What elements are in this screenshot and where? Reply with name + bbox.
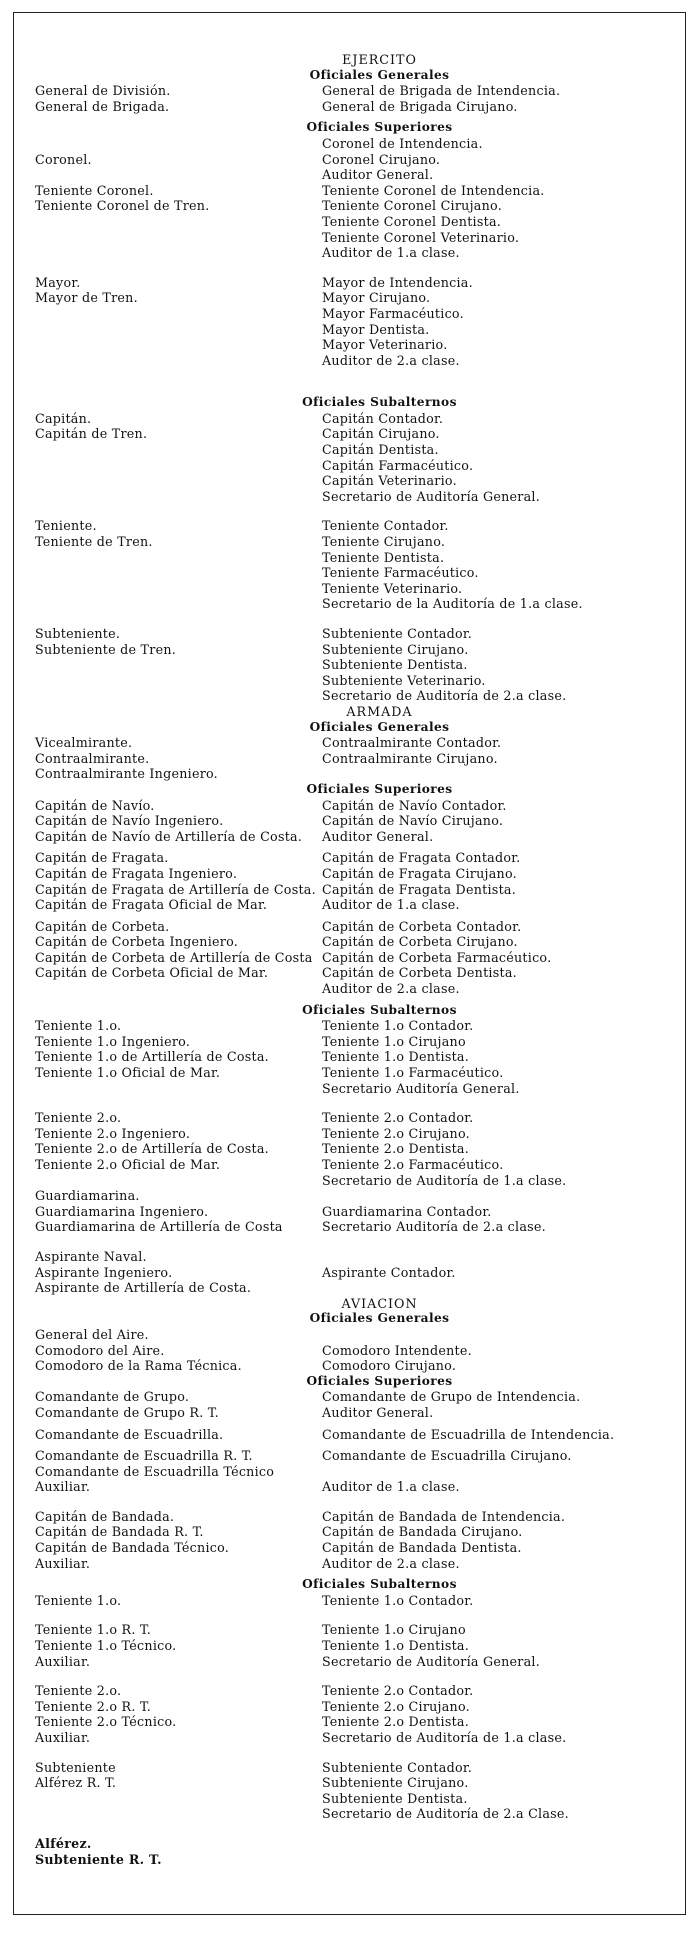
rank-item: Guardiamarina.: [35, 1188, 140, 1204]
rank-group: [0, 1448, 699, 1495]
rank-item: Teniente 1.o Dentista.: [322, 1049, 470, 1065]
rank-item: Teniente 2.o Farmacéutico.: [322, 1157, 504, 1172]
rank-group: [0, 1683, 699, 1745]
rank-group: [0, 850, 699, 912]
rank-item: Subteniente Veterinario.: [322, 672, 486, 688]
rank-item: Capitán de Corbeta Farmacéutico.: [322, 949, 552, 965]
rank-group: [0, 1760, 699, 1822]
rank-item: Teniente Coronel.: [35, 182, 154, 198]
subsection-title: Oficiales Subalternos: [302, 395, 457, 410]
left-column: [0, 1327, 318, 1374]
rank-item: Teniente 2.o Ingeniero.: [35, 1125, 191, 1141]
rank-item: Auditor General.: [322, 828, 434, 844]
rank-item: General de Brigada.: [35, 98, 170, 114]
left-column: [0, 919, 318, 997]
rank-item: Subteniente: [35, 1759, 116, 1775]
left-column: [0, 1110, 318, 1188]
rank-item: Aspirante de Artillería de Costa.: [35, 1280, 252, 1296]
rank-item: Capitán de Fragata Contador.: [322, 850, 521, 866]
rank-group: [0, 136, 699, 261]
rank-item: Subteniente Dentista.: [322, 1790, 468, 1806]
rank-group: [0, 919, 699, 997]
rank-item: Secretario de la Auditoría de 1.a clase.: [322, 596, 583, 612]
rank-item: Teniente 1.o Cirujano: [322, 1033, 466, 1049]
right-column: [318, 1448, 699, 1495]
right-column: [318, 1327, 699, 1374]
rank-group: [0, 83, 699, 114]
rank-item: Coronel Cirujano.: [322, 151, 441, 167]
right-column: [318, 83, 699, 114]
rank-item: Alférez.: [35, 1835, 92, 1851]
rank-item: Teniente 2.o Contador.: [322, 1110, 474, 1126]
rank-group: [0, 735, 699, 782]
rank-group: [0, 1389, 699, 1420]
rank-item: Teniente Coronel de Intendencia.: [322, 182, 545, 198]
right-column: [318, 411, 699, 505]
rank-item: [35, 136, 318, 152]
rank-item: Auxiliar.: [35, 1555, 91, 1571]
left-column: [0, 1427, 318, 1443]
right-column: [318, 1018, 699, 1096]
rank-item: Teniente Contador.: [322, 518, 449, 534]
right-column: [318, 1593, 699, 1609]
rank-item: Teniente 1.o Técnico.: [35, 1638, 177, 1654]
rank-item: Teniente 1.o.: [35, 1592, 122, 1608]
rank-item: Subteniente de Tren.: [35, 641, 177, 657]
rank-item: Teniente Cirujano.: [322, 534, 446, 550]
rank-item: Comandante de Escuadrilla de Intendencia.: [322, 1426, 615, 1442]
rank-item: Capitán de Bandada Cirujano.: [322, 1524, 523, 1540]
subsection-title: Oficiales Superiores: [306, 120, 453, 135]
left-column: [0, 735, 318, 782]
rank-item: Aspirante Ingeniero.: [35, 1264, 173, 1280]
rank-item: Capitán Dentista.: [322, 442, 439, 458]
rank-group: [0, 1427, 699, 1443]
rank-item: Comandante de Escuadrilla Cirujano.: [322, 1448, 572, 1464]
rank-item: Teniente de Tren.: [35, 534, 153, 550]
rank-item: Mayor de Tren.: [35, 290, 138, 306]
right-column: [318, 1836, 699, 1867]
rank-item: Capitán Veterinario.: [322, 473, 457, 489]
rank-item: Comodoro Intendente.: [322, 1342, 472, 1358]
rank-item: [322, 1249, 699, 1265]
rank-group: [0, 1327, 699, 1374]
rank-item: Mayor.: [35, 274, 81, 290]
rank-item: Auditor General.: [322, 1404, 434, 1420]
right-column: [318, 1760, 699, 1822]
rank-item: Teniente 1.o Contador.: [322, 1592, 474, 1608]
left-column: [0, 1836, 318, 1867]
rank-item: Auditor de 2.a clase.: [322, 981, 460, 997]
rank-item: Capitán de Fragata Dentista.: [322, 881, 517, 897]
rank-item: Teniente 1.o Cirujano: [322, 1622, 466, 1638]
right-column: [318, 626, 699, 704]
rank-item: Subteniente R. T.: [35, 1851, 162, 1867]
rank-item: Subteniente Cirujano.: [322, 641, 469, 657]
rank-item: Guardiamarina Contador.: [322, 1203, 492, 1219]
right-column: [318, 1622, 699, 1669]
rank-item: Subteniente Contador.: [322, 626, 473, 641]
rank-item: Capitán de Bandada de Intendencia.: [322, 1508, 566, 1524]
rank-item: Capitán de Navío.: [35, 797, 155, 813]
rank-group: [0, 275, 699, 369]
right-column: [318, 1110, 699, 1188]
rank-group: [0, 626, 699, 704]
rank-item: Comandante de Grupo R. T.: [35, 1404, 219, 1420]
rank-item: Secretario de Auditoría de 2.a Clase.: [322, 1806, 569, 1822]
rank-item: Secretario de Auditoría de 1.a clase.: [322, 1172, 567, 1188]
rank-item: Capitán de Bandada.: [35, 1508, 175, 1524]
rank-item: Comandante de Grupo de Intendencia.: [322, 1389, 581, 1405]
left-column: [0, 1018, 318, 1096]
rank-item: Teniente 2.o Contador.: [322, 1683, 474, 1699]
left-column: [0, 1760, 318, 1822]
rank-item: General del Aire.: [35, 1326, 149, 1342]
rank-group: [0, 1018, 699, 1096]
rank-item: Capitán de Corbeta Oficial de Mar.: [35, 965, 269, 981]
rank-item: Auditor de 1.a clase.: [322, 1479, 460, 1495]
left-column: [0, 83, 318, 114]
rank-item: Aspirante Naval.: [35, 1248, 147, 1264]
right-column: [318, 919, 699, 997]
rank-item: Teniente Veterinario.: [322, 580, 463, 596]
rank-group: [0, 1509, 699, 1571]
rank-item: Teniente Coronel Dentista.: [322, 213, 502, 229]
rank-group: [0, 411, 699, 505]
left-column: [0, 626, 318, 704]
rank-item: Teniente 2.o Cirujano.: [322, 1125, 470, 1141]
rank-item: General de Brigada de Intendencia.: [322, 83, 561, 99]
rank-item: Mayor de Intendencia.: [322, 274, 473, 290]
rank-item: Teniente 2.o.: [35, 1683, 122, 1699]
rank-item: Teniente 1.o de Artillería de Costa.: [35, 1049, 269, 1065]
rank-item: Contraalmirante.: [35, 750, 150, 766]
rank-item: Coronel.: [35, 151, 92, 167]
right-column: [318, 1427, 699, 1443]
rank-item: Capitán de Navío Cirujano.: [322, 813, 504, 829]
subsection-title: Oficiales Generales: [309, 719, 450, 734]
rank-item: Secretario Auditoría de 2.a clase.: [322, 1219, 546, 1235]
rank-item: Coronel de Intendencia.: [322, 135, 483, 151]
right-column: [318, 1683, 699, 1745]
left-column: [0, 1509, 318, 1571]
right-column: [318, 275, 699, 369]
rank-item: Subteniente Cirujano.: [322, 1775, 469, 1791]
left-column: [0, 850, 318, 912]
rank-group: [0, 1188, 699, 1235]
rank-group: [0, 798, 699, 845]
left-column: [0, 518, 318, 612]
left-column: [0, 798, 318, 845]
rank-item: Capitán de Fragata.: [35, 850, 169, 866]
rank-item: Comodoro de la Rama Técnica.: [35, 1358, 242, 1374]
rank-item: Teniente 2.o Técnico.: [35, 1714, 177, 1730]
left-column: [0, 1249, 318, 1296]
rank-item: Auxiliar.: [35, 1730, 91, 1745]
left-column: [0, 411, 318, 505]
left-column: [0, 1622, 318, 1669]
rank-item: Capitán Contador.: [322, 410, 444, 426]
rank-item: Contraalmirante Contador.: [322, 735, 502, 751]
left-column: [0, 275, 318, 369]
subsection-title: Oficiales Generales: [309, 1311, 450, 1326]
right-column: [318, 1389, 699, 1420]
rank-item: Teniente 1.o R. T.: [35, 1622, 152, 1638]
rank-item: General de División.: [35, 83, 171, 99]
right-column: [318, 850, 699, 912]
subsection-title: Oficiales Superiores: [306, 781, 453, 796]
rank-item: Capitán de Corbeta de Artillería de Costa: [35, 949, 313, 965]
rank-item: Capitán de Fragata Ingeniero.: [35, 865, 238, 881]
section-title-armada: ARMADA: [346, 703, 413, 719]
rank-group: [0, 1249, 699, 1296]
rank-item: Secretario de Auditoría de 2.a clase.: [322, 688, 567, 704]
right-column: [318, 518, 699, 612]
rank-item: Guardiamarina de Artillería de Costa: [35, 1219, 283, 1235]
rank-item: Comandante de Escuadrilla Técnico Auxiliar.: [35, 1463, 275, 1495]
left-column: [0, 1188, 318, 1235]
rank-item: Teniente 2.o Oficial de Mar.: [35, 1157, 221, 1172]
rank-item: Capitán de Fragata de Artillería de Costa.: [35, 881, 316, 897]
rank-item: Capitán de Fragata Cirujano.: [322, 865, 517, 881]
rank-item: Teniente Coronel Veterinario.: [322, 229, 520, 245]
rank-item: Subteniente Contador.: [322, 1759, 473, 1775]
rank-item: Capitán de Corbeta Dentista.: [322, 965, 517, 981]
rank-item: Capitán de Navío Ingeniero.: [35, 813, 224, 829]
rank-item: Capitán de Bandada Dentista.: [322, 1540, 522, 1556]
rank-item: Secretario de Auditoría General.: [322, 1653, 541, 1669]
rank-item: Teniente.: [35, 518, 97, 534]
rank-item: Auditor de 1.a clase.: [322, 897, 460, 913]
rank-item: Secretario Auditoría General.: [322, 1080, 520, 1096]
rank-item: Guardiamarina Ingeniero.: [35, 1203, 209, 1219]
rank-item: Contraalmirante Cirujano.: [322, 750, 498, 766]
rank-item: Capitán de Corbeta Cirujano.: [322, 934, 518, 950]
section-title-ejercito: EJERCITO: [342, 52, 417, 67]
rank-item: Mayor Veterinario.: [322, 337, 448, 353]
right-column: [318, 136, 699, 261]
left-column: [0, 136, 318, 261]
rank-item: Teniente 2.o.: [35, 1110, 122, 1126]
subsection-title: Oficiales Superiores: [306, 1373, 453, 1388]
rank-item: Comandante de Escuadrilla.: [35, 1426, 224, 1442]
rank-item: Auxiliar.: [35, 1653, 91, 1669]
rank-item: Secretario de Auditoría de 1.a clase.: [322, 1730, 567, 1745]
rank-item: General de Brigada Cirujano.: [322, 98, 518, 114]
rank-item: [35, 167, 318, 183]
rank-item: Vicealmirante.: [35, 735, 133, 751]
section-title-aviacion: AVIACION: [341, 1295, 418, 1311]
rank-item: Capitán de Navío de Artillería de Costa.: [35, 828, 303, 844]
rank-item: Secretario de Auditoría General.: [322, 488, 541, 504]
right-column: [318, 798, 699, 845]
rank-item: Mayor Dentista.: [322, 321, 430, 337]
rank-item: Mayor Farmacéutico.: [322, 305, 464, 321]
left-column: [0, 1448, 318, 1495]
rank-item: Subteniente Dentista.: [322, 657, 468, 673]
rank-item: Auditor General.: [322, 167, 434, 183]
rank-item: Subteniente.: [35, 626, 121, 641]
rank-item: Mayor Cirujano.: [322, 290, 431, 306]
left-column: [0, 1389, 318, 1420]
rank-item: Comandante de Grupo.: [35, 1389, 190, 1405]
rank-item: Auditor de 2.a clase.: [322, 352, 460, 368]
rank-item: Capitán de Corbeta Ingeniero.: [35, 934, 239, 950]
rank-item: Auditor de 1.a clase.: [322, 245, 460, 261]
rank-item: Teniente Farmacéutico.: [322, 565, 479, 581]
rank-group: [0, 1836, 699, 1867]
right-column: [318, 1249, 699, 1296]
rank-item: Teniente 1.o Ingeniero.: [35, 1033, 191, 1049]
rank-item: Teniente 1.o Oficial de Mar.: [35, 1065, 221, 1081]
rank-item: Capitán Farmacéutico.: [322, 457, 474, 473]
rank-item: Alférez R. T.: [35, 1775, 117, 1791]
rank-item: Aspirante Contador.: [322, 1264, 456, 1280]
subsection-title: Oficiales Subalternos: [302, 1577, 457, 1592]
rank-group: [0, 1593, 699, 1609]
rank-item: Capitán de Tren.: [35, 426, 148, 442]
rank-item: Capitán de Bandada R. T.: [35, 1524, 204, 1540]
rank-item: Teniente Coronel de Tren.: [35, 198, 210, 214]
rank-table: [0, 52, 699, 1867]
rank-item: Capitán de Corbeta.: [35, 918, 170, 934]
left-column: [0, 1593, 318, 1609]
rank-item: [322, 1464, 699, 1480]
right-column: [318, 1188, 699, 1235]
rank-item: [322, 1327, 699, 1343]
rank-group: [0, 1110, 699, 1188]
rank-item: Teniente 1.o Farmacéutico.: [322, 1065, 504, 1081]
rank-item: Capitán de Fragata Oficial de Mar.: [35, 897, 268, 913]
rank-item: Teniente 1.o Dentista.: [322, 1638, 470, 1654]
rank-item: Capitán Cirujano.: [322, 426, 440, 442]
rank-item: Teniente 2.o de Artillería de Costa.: [35, 1141, 269, 1157]
rank-item: Capitán de Corbeta Contador.: [322, 918, 522, 934]
rank-item: Comodoro Cirujano.: [322, 1358, 457, 1374]
rank-item: Capitán de Bandada Técnico.: [35, 1540, 230, 1556]
subsection-title: Oficiales Subalternos: [302, 1002, 457, 1017]
rank-item: Comandante de Escuadrilla R. T.: [35, 1448, 253, 1464]
rank-item: Capitán de Navío Contador.: [322, 797, 507, 813]
rank-item: Teniente 1.o.: [35, 1018, 122, 1034]
rank-item: Teniente 2.o Dentista.: [322, 1714, 470, 1730]
rank-item: Teniente 2.o Dentista.: [322, 1141, 470, 1157]
rank-item: Capitán.: [35, 410, 92, 426]
rank-item: Comodoro del Aire.: [35, 1342, 165, 1358]
rank-group: [0, 1622, 699, 1669]
rank-item: Auditor de 2.a clase.: [322, 1555, 460, 1571]
subsection-title: Oficiales Generales: [309, 67, 450, 82]
rank-item: [322, 1188, 699, 1204]
rank-item: Contraalmirante Ingeniero.: [35, 766, 218, 782]
rank-item: Teniente 2.o R. T.: [35, 1698, 152, 1714]
rank-group: [0, 518, 699, 612]
rank-item: Teniente 1.o Contador.: [322, 1018, 474, 1034]
rank-item: Teniente 2.o Cirujano.: [322, 1698, 470, 1714]
rank-item: Teniente Dentista.: [322, 549, 445, 565]
left-column: [0, 1683, 318, 1745]
right-column: [318, 735, 699, 782]
rank-item: Teniente Coronel Cirujano.: [322, 198, 502, 214]
right-column: [318, 1509, 699, 1571]
